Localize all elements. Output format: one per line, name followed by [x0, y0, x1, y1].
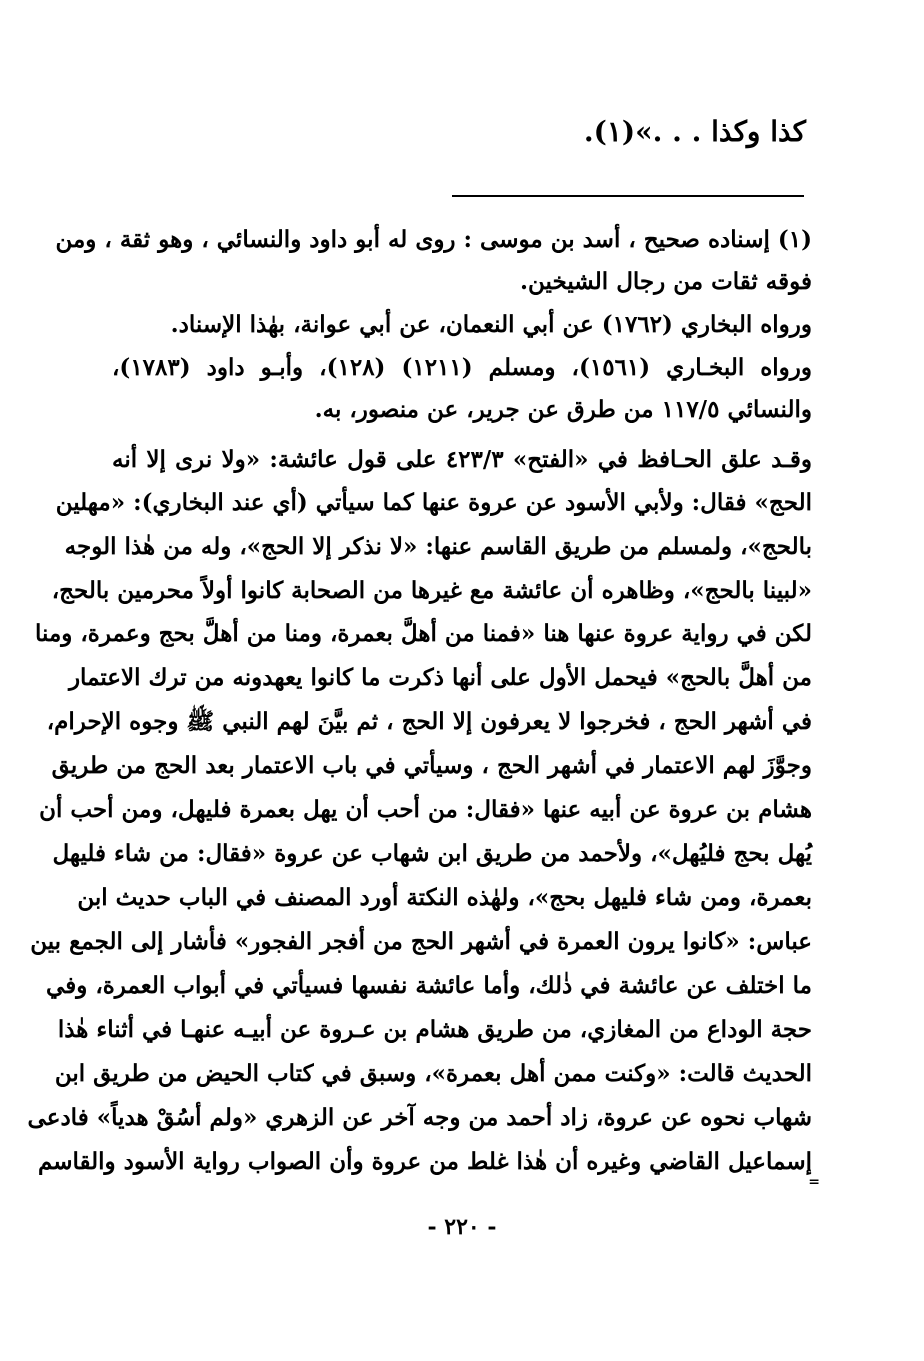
footnote-separator [452, 195, 804, 197]
footnote-line: ورواه البخاري (١٧٦٢) عن أبي النعمان، عن أبي عوانة، بهٰذا الإسناد. [170, 311, 812, 338]
footnote-line: بعمرة، ومن شاء فليهل بحج»، ولهٰذه النكتة أورد المصنف في الباب حديث ابن [77, 884, 812, 911]
footnote-line: ما اختلف عن عائشة في ذٰلك، وأما عائشة نفسها فسيأتي في أبواب العمرة، وفي [46, 972, 812, 999]
footnote-line: في أشهر الحج ، فخرجوا لا يعرفون إلا الحج ، ثم بيَّنَ لهم النبي ﷺ وجوه الإحرام، [46, 708, 812, 735]
page-number: - ٢٢٠ - [427, 1214, 497, 1240]
footnote-line: (١) إسناده صحيح ، أسد بن موسى : روى له أبو داود والنسائي ، وهو ثقة ، ومن [55, 226, 812, 253]
continuation-mark: = [808, 1174, 820, 1190]
footnote-line: يُهل بحج فليُهل»، ولأحمد من طريق ابن شهاب عن عروة «فقال: من شاء فليهل [52, 840, 812, 867]
footnote-line: وقـد علق الحـافظ في «الفتح» ٤٢٣/٣ على قول عائشة: «ولا نرى إلا أنه [112, 446, 812, 473]
main-text-line: كذا وكذا . . .»(١). [583, 115, 806, 148]
footnote-line: «لبينا بالحج»، وظاهره أن عائشة مع غيرها من الصحابة كانوا أولاً محرمين بالحج، [51, 577, 812, 604]
footnote-line: الحج» فقال: ولأبي الأسود عن عروة عنها كما سيأتي (أي عند البخاري): «مهلين [55, 489, 812, 516]
footnote-line: عباس: «كانوا يرون العمرة في أشهر الحج من أفجر الفجور» فأشار إلى الجمع بين [30, 928, 812, 955]
footnote-line: الحديث قالت: «وكنت ممن أهل بعمرة»، وسبق في كتاب الحيض من طريق ابن [54, 1060, 812, 1087]
footnote-line: هشام بن عروة عن أبيه عنها «فقال: من أحب أن يهل بعمرة فليهل، ومن أحب أن [39, 796, 812, 823]
footnote-line: بالحج»، ولمسلم من طريق القاسم عنها: «لا نذكر إلا الحج»، وله من هٰذا الوجه [64, 533, 812, 560]
footnote-line: شهاب نحوه عن عروة، زاد أحمد من وجه آخر عن الزهري «ولم أسُقْ هدياً» فادعى [27, 1104, 812, 1131]
footnote-line: وجوَّزَ لهم الاعتمار في أشهر الحج ، وسيأتي في باب الاعتمار بعد الحج من طريق [51, 752, 812, 779]
footnote-line: حجة الوداع من المغازي، من طريق هشام بن عـروة عن أبيـه عنهـا في أثناء هٰذا [57, 1016, 812, 1043]
footnote-line: فوقه ثقات من رجال الشيخين. [520, 268, 812, 295]
footnote-line: إسماعيل القاضي وغيره أن هٰذا غلط من عروة وأن الصواب رواية الأسود والقاسم [37, 1148, 812, 1175]
footnote-line: لكن في رواية عروة عنها هنا «فمنا من أهلَّ بعمرة، ومنا من أهلَّ بحج وعمرة، ومنا [35, 620, 812, 647]
footnote-line: ورواه البخـاري (١٥٦١)، ومسلم (١٢١١) (١٢٨)، وأبـو داود (١٧٨٣)، [112, 354, 812, 381]
footnote-line: والنسائي ١١٧/٥ من طرق عن جرير، عن منصور، به. [314, 396, 812, 423]
footnote-line: من أهلَّ بالحج» فيحمل الأول على أنها ذكرت ما كانوا يعهدونه من ترك الاعتمار [68, 664, 812, 691]
